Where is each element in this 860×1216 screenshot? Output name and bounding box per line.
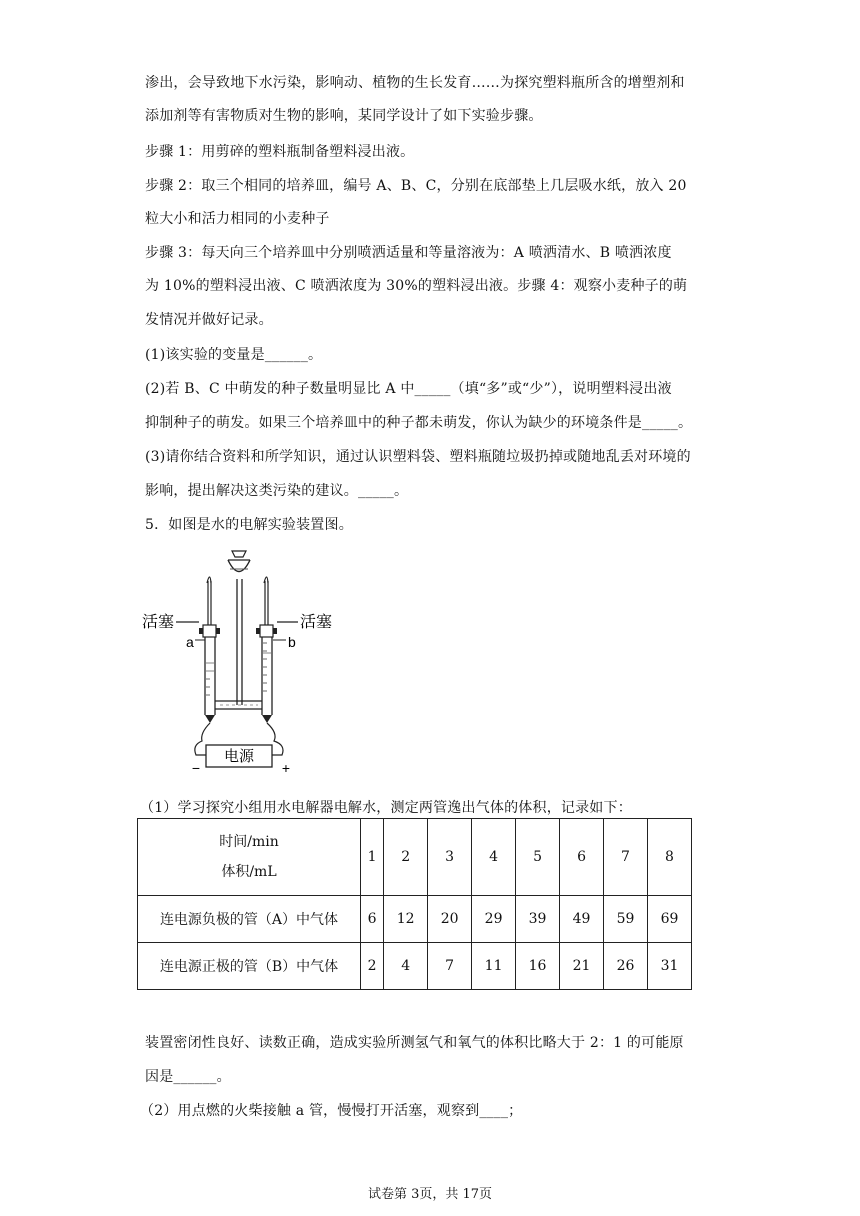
text-line: 影响，提出解决这类污染的建议。_____。: [145, 483, 409, 499]
time-cell: 3: [428, 819, 472, 896]
table-cell: 31: [647, 943, 691, 990]
table-cell: 16: [516, 943, 560, 990]
time-cell: 6: [560, 819, 604, 896]
time-cell: 2: [384, 819, 428, 896]
question-3: (3)请你结合资料和所学知识，通过认识塑料袋、塑料瓶随垃圾扔掉或随地乱丢对环境的: [145, 449, 691, 465]
row-label-positive: 连电源正极的管（B）中气体: [138, 943, 361, 990]
question-5-title: 5．如图是水的电解实验装置图。: [145, 517, 353, 533]
question-5-1-intro: （1）学习探究小组用水电解器电解水，测定两管逸出气体的体积，记录如下：: [140, 800, 632, 816]
electrolysis-diagram: [140, 543, 380, 783]
table-cell: 7: [428, 943, 472, 990]
minus-label: −: [191, 760, 201, 776]
time-cell: 1: [361, 819, 384, 896]
question-2: (2)若 B、C 中萌发的种子数量明显比 A 中_____（填“多”或“少”），说明塑料浸出液: [145, 381, 672, 397]
text-line: 步骤 1：用剪碎的塑料瓶制备塑料浸出液。: [145, 144, 415, 160]
text-line: 为 10%的塑料浸出液、C 喷洒浓度为 30%的塑料浸出液。步骤 4：观察小麦种子的萌: [145, 278, 688, 294]
stopcock-label-left: 活塞: [142, 614, 175, 631]
question-1-variable: (1)该实验的变量是______。: [145, 347, 323, 363]
time-cell: 5: [516, 819, 560, 896]
table-cell: 59: [604, 896, 648, 943]
table-cell: 11: [472, 943, 516, 990]
text-line: 添加剂等有害物质对生物的影响，某同学设计了如下实验步骤。: [145, 108, 543, 124]
time-cell: 7: [604, 819, 648, 896]
gas-volume-table: [137, 818, 692, 990]
electrolysis-apparatus-figure: [140, 543, 380, 783]
text-line: 发情况并做好记录。: [145, 312, 273, 328]
page-footer: 试卷第 3页，共 17页: [367, 1187, 493, 1202]
tube-a-label: a: [186, 634, 194, 650]
table-cell: 6: [361, 896, 384, 943]
text-line: 因是______。: [145, 1069, 231, 1085]
table-corner-header: [138, 819, 361, 896]
tube-b-label: b: [288, 634, 296, 650]
header-time: 时间/min: [219, 834, 279, 850]
text-line: 装置密闭性良好、读数正确，造成实验所测氢气和氧气的体积比略大于 2：1 的可能原: [145, 1035, 684, 1051]
table-cell: 39: [516, 896, 560, 943]
text-line: 步骤 2：取三个相同的培养皿，编号 A、B、C，分别在底部垫上几层吸水纸，放入 20: [145, 178, 687, 194]
table-row: [138, 896, 692, 943]
plus-label: +: [281, 760, 291, 776]
header-volume: 体积/mL: [221, 864, 277, 880]
row-label-negative: 连电源负极的管（A）中气体: [138, 896, 361, 943]
time-cell: 4: [472, 819, 516, 896]
table-header-row: [138, 819, 692, 896]
table-cell: 2: [361, 943, 384, 990]
table-cell: 26: [604, 943, 648, 990]
text-line: 抑制种子的萌发。如果三个培养皿中的种子都未萌发，你认为缺少的环境条件是_____。: [145, 415, 693, 431]
table-cell: 69: [647, 896, 691, 943]
text-line: 粒大小和活力相同的小麦种子: [145, 211, 330, 227]
question-5-2: （2）用点燃的火柴接触 a 管，慢慢打开活塞，观察到____；: [140, 1103, 523, 1119]
text-line: 步骤 3：每天向三个培养皿中分别喷洒适量和等量溶液为：A 喷洒清水、B 喷洒浓度: [145, 245, 672, 261]
time-cell: 8: [647, 819, 691, 896]
table-row: [138, 943, 692, 990]
table-cell: 49: [560, 896, 604, 943]
text-line: 渗出，会导致地下水污染，影响动、植物的生长发育……为探究塑料瓶所含的增塑剂和: [145, 75, 685, 91]
stopcock-label-right: 活塞: [300, 614, 333, 631]
power-label: 电源: [223, 748, 255, 765]
table-cell: 12: [384, 896, 428, 943]
table-cell: 29: [472, 896, 516, 943]
table-cell: 21: [560, 943, 604, 990]
table-cell: 4: [384, 943, 428, 990]
table-cell: 20: [428, 896, 472, 943]
